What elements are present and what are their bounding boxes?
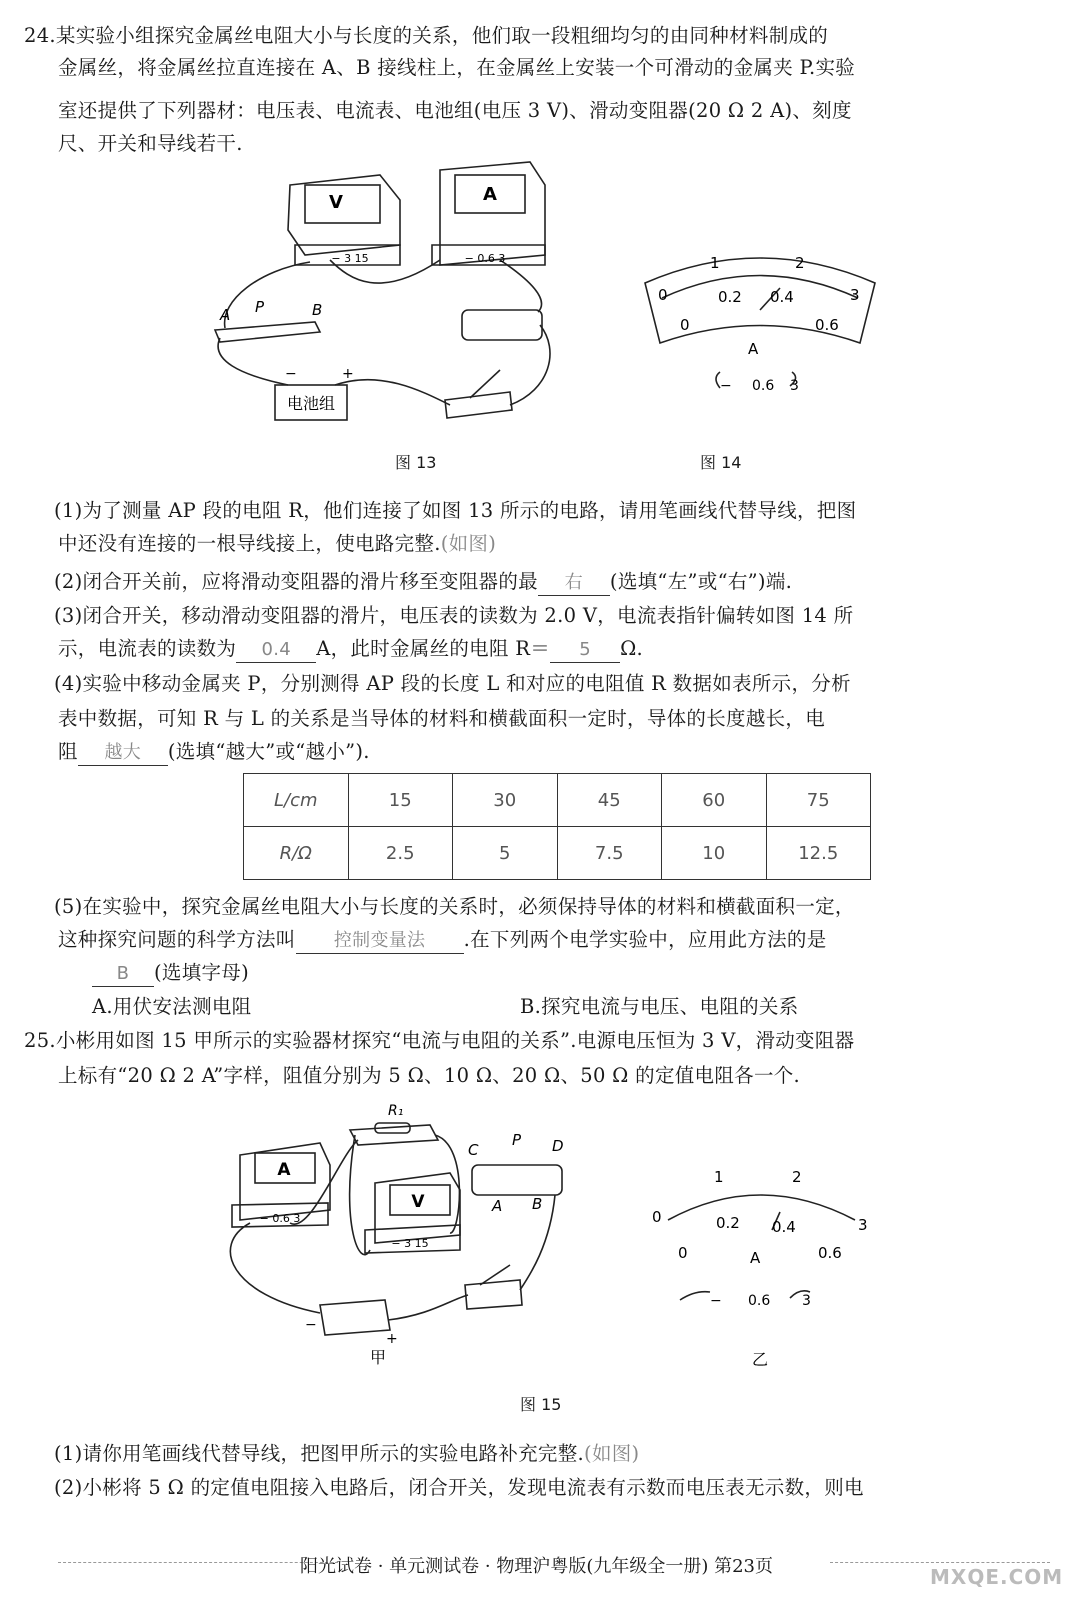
- table-row-resistance: [244, 827, 871, 880]
- ammeter-terminals: − 0.6 3: [464, 252, 506, 265]
- rheostat-b: B: [532, 1195, 543, 1213]
- jia-battery-plus: +: [386, 1331, 398, 1347]
- yi-unit: A: [750, 1249, 761, 1267]
- voltmeter-terminals: − 3 15: [331, 252, 369, 265]
- rheostat-d: D: [552, 1137, 564, 1155]
- q24-s3-pre: 示，电流表的读数为: [58, 637, 237, 660]
- jia-ammeter-terminals: − 0.6 3: [259, 1212, 301, 1225]
- q24-s5-line3: [92, 957, 1068, 988]
- table-cell: 5: [453, 827, 558, 880]
- figure-13-caption: 图 13: [395, 453, 437, 472]
- q24-s3-line2: [58, 633, 1034, 664]
- q24-s5-post: .在下列两个电学实验中，应用此方法的是: [463, 928, 827, 951]
- table-cell: 75: [766, 774, 871, 827]
- resistor-r1-label: R₁: [388, 1103, 404, 1119]
- q24-s5-post2: (选填字母): [154, 961, 250, 984]
- q24-s1-line2: 中还没有连接的一根导线接上，使电路完整.: [58, 532, 441, 555]
- rheostat-a: A: [492, 1197, 503, 1215]
- dial-term-3: 3: [790, 378, 799, 394]
- q25-s1-note: (如图): [584, 1442, 640, 1465]
- q24-s3-post: Ω.: [620, 637, 644, 660]
- table-cell: 10: [662, 827, 767, 880]
- q24-s5-line2: [58, 924, 1034, 955]
- yi-top-1: 1: [714, 1168, 724, 1186]
- table-cell: 60: [662, 774, 767, 827]
- q24-s2-pre: (2)闭合开关前，应将滑动变阻器的滑片移至变阻器的最: [54, 570, 538, 593]
- rheostat-p: P: [512, 1131, 522, 1149]
- q24-s4-line3: [58, 736, 1034, 767]
- q24-s4-answer: 越大: [78, 741, 168, 766]
- table-cell: 7.5: [557, 827, 662, 880]
- q24-s5-answer-method: 控制变量法: [296, 929, 464, 954]
- terminal-b: B: [312, 301, 323, 319]
- yi-term-06: 0.6: [748, 1293, 771, 1309]
- page-footer: 阳光试卷 · 单元测试卷 · 物理沪粤版(九年级全一册) 第23页: [300, 1556, 773, 1577]
- yi-bottom-1: 0.2: [716, 1214, 740, 1232]
- ammeter-label: A: [483, 184, 497, 205]
- q24-s4-pre: 阻: [58, 740, 78, 763]
- q24-s3-answer-resistance: 5: [550, 638, 620, 663]
- battery-label: 电池组: [286, 394, 336, 413]
- watermark: MXQE.COM: [930, 1565, 1064, 1589]
- dial-unit: A: [748, 340, 759, 358]
- voltmeter-label: V: [329, 192, 343, 213]
- dial-top-1: 1: [710, 254, 720, 272]
- q24-s1-line1: (1)为了测量 AP 段的电阻 R，他们连接了如图 13 所示的电路，请用笔画线代替导线，把图: [54, 499, 857, 522]
- yi-top-3: 3: [858, 1216, 868, 1234]
- q24-s2-post: (选填“左”或“右”)端.: [609, 570, 793, 593]
- jia-battery-minus: −: [305, 1317, 317, 1333]
- jia-voltmeter-terminals: − 3 15: [391, 1237, 429, 1250]
- q24-s1-line2-wrap: [58, 528, 1034, 559]
- jia-voltmeter-label: V: [411, 1192, 425, 1212]
- q24-s2: [54, 566, 1030, 597]
- q25-s2: (2)小彬将 5 Ω 的定值电阻接入电路后，闭合开关，发现电流表有示数而电压表无示数，则电: [54, 1476, 864, 1499]
- table-row-length: [244, 774, 871, 827]
- q25-intro-1: 25.小彬用如图 15 甲所示的实验器材探究“电流与电阻的关系”.电源电压恒为 3 V，滑动变阻器: [24, 1029, 855, 1052]
- q24-intro-3: 室还提供了下列器材：电压表、电流表、电池组(电压 3 V)、滑动变阻器(20 Ω 2 A)、刻度: [58, 99, 852, 122]
- q24-s1-note: (如图): [440, 532, 497, 555]
- q24-intro-4: 尺、开关和导线若干.: [58, 132, 243, 155]
- figure-15-caption: 图 15: [520, 1395, 562, 1414]
- length-resistance-table: [243, 773, 871, 880]
- figure-14-caption: 图 14: [700, 453, 742, 472]
- q25-intro-2: 上标有“20 Ω 2 A”字样，阻值分别为 5 Ω、10 Ω、20 Ω、50 Ω 的定值电阻各一个.: [58, 1064, 801, 1087]
- table-head-resistance: R/Ω: [244, 827, 349, 880]
- q24-s2-answer: 右: [538, 571, 610, 596]
- battery-minus: −: [285, 366, 297, 382]
- q24-s4-post: (选填“越大”或“越小”).: [167, 740, 370, 763]
- dial-term-06: 0.6: [752, 378, 775, 394]
- dial-top-2: 2: [795, 254, 805, 272]
- table-head-length: L/cm: [244, 774, 349, 827]
- q24-option-b: B.探究电流与电压、电阻的关系: [520, 995, 799, 1018]
- clip-p: P: [255, 298, 265, 316]
- yi-bottom-3: 0.6: [818, 1244, 842, 1262]
- yi-bottom-2: 0.4: [772, 1218, 796, 1236]
- rheostat-c: C: [468, 1141, 479, 1159]
- table-cell: 12.5: [766, 827, 871, 880]
- yi-top-2: 2: [792, 1168, 802, 1186]
- figure-15-jia-label: 甲: [369, 1348, 387, 1367]
- figure-15-yi-dial: [640, 1160, 880, 1370]
- table-cell: 45: [557, 774, 662, 827]
- q24-s4-line2: 表中数据，可知 R 与 L 的关系是当导体的材料和横截面积一定时，导体的长度越长，电: [58, 707, 826, 730]
- q24-intro-2: 金属丝，将金属丝拉直连接在 A、B 接线柱上，在金属丝上安装一个可滑动的金属夹 P.实验: [58, 56, 856, 79]
- q24-s3-answer-current: 0.4: [236, 638, 316, 663]
- q25-s1-text: (1)请你用笔画线代替导线，把图甲所示的实验电路补充完整.: [54, 1442, 585, 1465]
- figure-15-yi-label: 乙: [752, 1350, 769, 1369]
- terminal-a: A: [220, 306, 231, 324]
- q24-intro-1: 24.某实验小组探究金属丝电阻大小与长度的关系，他们取一段粗细均匀的由同种材料制成的: [24, 24, 829, 47]
- q24-s5-line1: (5)在实验中，探究金属丝电阻大小与长度的关系时，必须保持导体的材料和横截面积一定，: [54, 895, 855, 918]
- jia-ammeter-label: A: [277, 1160, 291, 1180]
- dial-top-0: 0: [658, 286, 668, 304]
- q24-s3-line1: (3)闭合开关，移动滑动变阻器的滑片，电压表的读数为 2.0 V，电流表指针偏转如图 14 所: [54, 604, 854, 627]
- yi-top-0: 0: [652, 1208, 662, 1226]
- dial-bottom-2: 0.4: [770, 288, 794, 306]
- dial-bottom-3: 0.6: [815, 316, 839, 334]
- figure-13-circuit: [200, 160, 580, 440]
- q24-option-a: A.用伏安法测电阻: [92, 995, 252, 1018]
- figure-14-ammeter-dial: [640, 238, 880, 408]
- yi-term-3: 3: [802, 1293, 811, 1309]
- yi-term-minus: −: [710, 1293, 722, 1309]
- dial-bottom-0: 0: [680, 316, 690, 334]
- dial-bottom-1: 0.2: [718, 288, 742, 306]
- q25-s1: [54, 1438, 1030, 1469]
- figure-15-jia-circuit: [210, 1095, 610, 1370]
- table-cell: 30: [453, 774, 558, 827]
- q24-s5-answer-choice: B: [92, 962, 154, 987]
- q24-s4-line1: (4)实验中移动金属夹 P，分别测得 AP 段的长度 L 和对应的电阻值 R 数据如表所示，分析: [54, 672, 851, 695]
- battery-plus: +: [342, 366, 354, 382]
- table-cell: 2.5: [348, 827, 453, 880]
- yi-bottom-0: 0: [678, 1244, 688, 1262]
- q24-s5-pre: 这种探究问题的科学方法叫: [58, 928, 296, 951]
- dial-top-3: 3: [850, 286, 860, 304]
- q24-s3-mid: A，此时金属丝的电阻 R＝: [316, 637, 551, 660]
- table-cell: 15: [348, 774, 453, 827]
- dial-term-minus: −: [720, 378, 732, 394]
